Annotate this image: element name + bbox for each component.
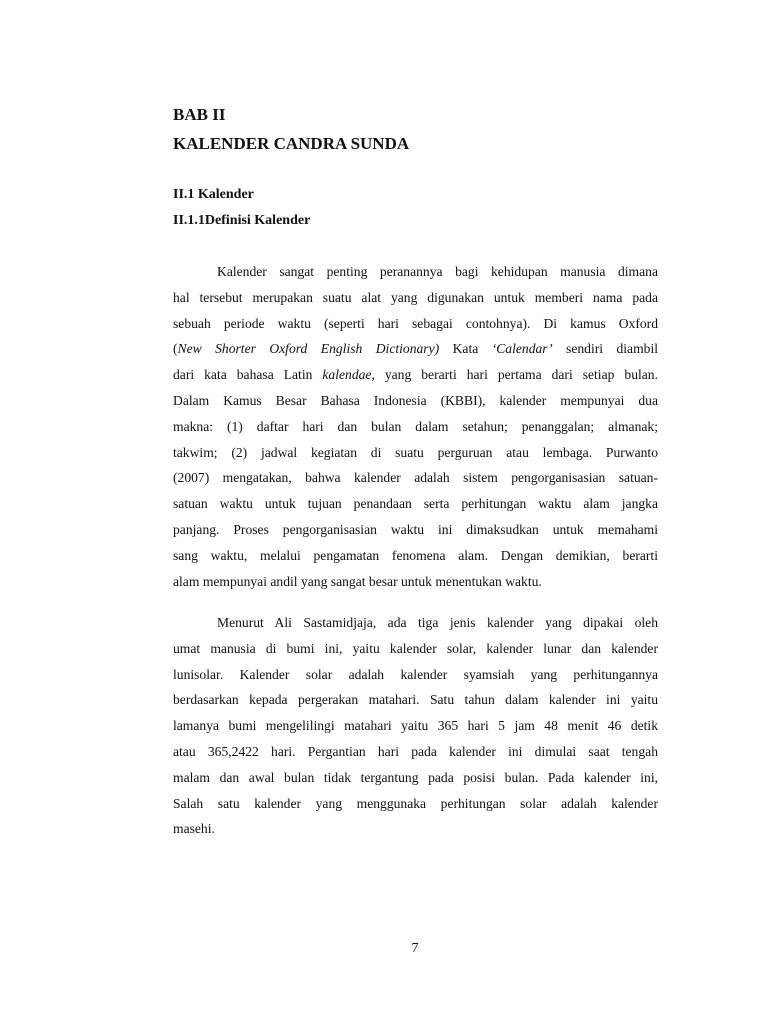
paragraph-line: makna: (1) daftar hari dan bulan dalam setahun; penanggalan; almanak; xyxy=(173,418,658,434)
paragraph-line: satuan waktu untuk tujuan penandaan serta perhitungan waktu alam jangka xyxy=(173,496,658,512)
paragraph-line: panjang. Proses pengorganisasian waktu ini dimaksudkan untuk memahami xyxy=(173,521,658,537)
chapter-number: BAB II xyxy=(173,105,226,124)
subsection-heading xyxy=(173,212,310,230)
paragraph-line: takwim; (2) jadwal kegiatan di suatu perguruan atau lembaga. Purwanto xyxy=(173,444,658,460)
paragraph-definition xyxy=(173,259,658,594)
paragraph-line: sebuah periode waktu (seperti hari sebagai contohnya). Di kamus Oxford xyxy=(173,315,658,331)
subsection-number: II.1.1 xyxy=(173,213,205,228)
paragraph-line: malam dan awal bulan tidak tergantung pada posisi bulan. Pada kalender ini, xyxy=(173,769,658,785)
paragraph-line: Menurut Ali Sastamidjaja, ada tiga jenis kalender yang dipakai oleh xyxy=(217,615,658,630)
paragraph-calendar-types xyxy=(173,610,658,842)
page-number: 7 xyxy=(411,941,419,956)
paragraph-line: berdasarkan kepada pergerakan matahari. Satu tahun dalam kalender ini yaitu xyxy=(173,692,658,708)
paragraph-line: dari kata bahasa Latin kalendae, yang berarti hari pertama dari setiap bulan. xyxy=(173,367,658,383)
paragraph-line: (2007) mengatakan, bahwa kalender adalah sistem pengorganisasian satuan- xyxy=(173,470,658,486)
paragraph-line: umat manusia di bumi ini, yaitu kalender solar, kalender lunar dan kalender xyxy=(173,640,658,656)
section-heading: II.1 Kalender xyxy=(173,187,254,202)
paragraph-line: atau 365,2422 hari. Pergantian hari pada kalender ini dimulai saat tengah xyxy=(173,743,658,759)
subsection-title: Definisi Kalender xyxy=(204,213,311,228)
paragraph-line: Kalender sangat penting peranannya bagi kehidupan manusia dimana xyxy=(217,264,658,279)
paragraph-line: lunisolar. Kalender solar adalah kalender syamsiah yang perhitungannya xyxy=(173,666,658,682)
chapter-title: KALENDER CANDRA SUNDA xyxy=(173,134,410,153)
paragraph-line: masehi. xyxy=(173,821,215,837)
paragraph-line: sang waktu, melalui pengamatan fenomena alam. Dengan demikian, berarti xyxy=(173,547,658,563)
paragraph-line: lamanya bumi mengelilingi matahari yaitu 365 hari 5 jam 48 menit 46 detik xyxy=(173,718,658,734)
paragraph-line: alam mempunyai andil yang sangat besar untuk menentukan waktu. xyxy=(173,573,542,589)
paragraph-line: hal tersebut merupakan suatu alat yang digunakan untuk memberi nama pada xyxy=(173,289,658,305)
paragraph-line: (New Shorter Oxford English Dictionary) Kata ‘Calendar’ sendiri diambil xyxy=(173,341,659,357)
paragraph-line: Salah satu kalender yang menggunaka perhitungan solar adalah kalender xyxy=(173,795,658,811)
paragraph-line: Dalam Kamus Besar Bahasa Indonesia (KBBI), kalender mempunyai dua xyxy=(173,392,658,408)
